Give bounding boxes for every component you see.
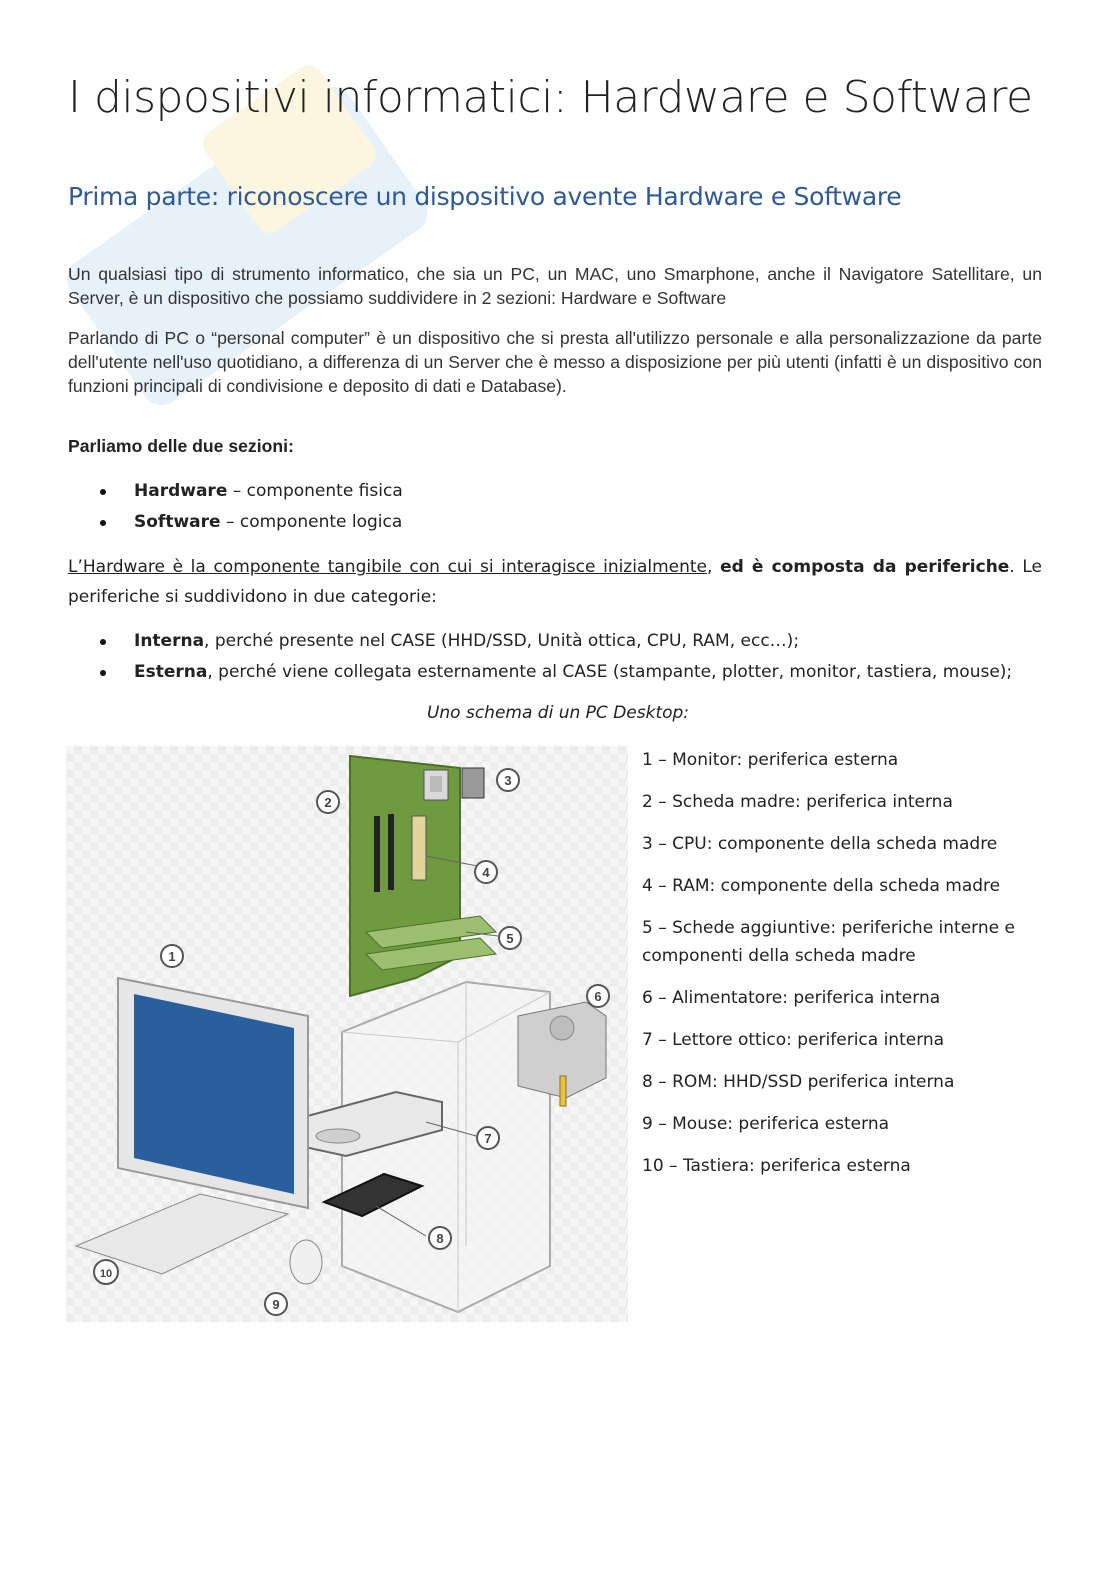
marker-label: 10	[99, 1268, 113, 1280]
mouse-illustration	[290, 1240, 322, 1284]
legend-item: 7 – Lettore ottico: periferica interna	[642, 1030, 945, 1050]
marker-label: 1	[168, 949, 176, 964]
bullet-icon	[100, 639, 106, 645]
diagram-caption: Uno schema di un PC Desktop:	[426, 703, 690, 723]
ram-illustration	[412, 816, 426, 880]
page-title: I dispositivi informatici: Hardware e Software	[68, 72, 1033, 123]
list-item	[98, 657, 1012, 688]
marker-6	[587, 985, 609, 1007]
marker-2	[317, 791, 339, 813]
bullet-icon	[100, 489, 106, 495]
legend-item: 1 – Monitor: periferica esterna	[642, 750, 899, 770]
intro-paragraph: Un qualsiasi tipo di strumento informatico, che sia un PC, un MAC, uno Smarphone, anche il Navigatore Satellitare, un Server, è un dispositivo che possiamo suddividere in 2 sezioni: Hardware e Software	[68, 264, 1042, 308]
section-term: Software	[134, 512, 221, 532]
marker-label: 4	[482, 865, 490, 880]
marker-label: 9	[272, 1297, 280, 1312]
list-item	[98, 626, 1012, 657]
marker-7	[477, 1127, 499, 1149]
legend-item: 4 – RAM: componente della scheda madre	[642, 876, 1001, 896]
pc-diagram	[66, 746, 628, 1322]
marker-10	[94, 1260, 118, 1284]
marker-label: 8	[436, 1231, 444, 1246]
category-term: Interna	[134, 631, 205, 651]
section-desc: – componente fisica	[227, 481, 403, 501]
hardware-comma: ,	[707, 557, 721, 577]
hardware-rest-text: . Le periferiche si suddividono in due categorie:	[68, 557, 1042, 607]
cpu-chip-illustration	[462, 768, 484, 798]
sections-list	[98, 476, 403, 538]
marker-1	[161, 945, 183, 967]
legend-item: 10 – Tastiera: periferica esterna	[642, 1156, 911, 1176]
marker-label: 7	[484, 1131, 492, 1146]
section-subtitle: Prima parte: riconoscere un dispositivo avente Hardware e Software	[68, 182, 902, 211]
hardware-underlined-text: L’Hardware è la componente tangibile con cui si interagisce inizialmente	[68, 557, 708, 577]
section-desc: – componente logica	[220, 512, 403, 532]
marker-4	[475, 861, 497, 883]
bullet-icon	[100, 670, 106, 676]
marker-5	[499, 927, 521, 949]
hardware-paragraph	[68, 552, 1042, 612]
legend-item: 5 – Schede aggiuntive: periferiche interne e componenti della scheda madre	[642, 918, 1015, 966]
legend-item: 6 – Alimentatore: periferica interna	[642, 988, 941, 1008]
marker-9	[265, 1293, 287, 1315]
diagram-legend	[642, 746, 1052, 1194]
legend-item: 2 – Scheda madre: periferica interna	[642, 792, 953, 812]
marker-label: 5	[506, 931, 514, 946]
pc-paragraph: Parlando di PC o “personal computer” è un dispositivo che si presta all'utilizzo personale e alla personalizzazione da parte dell'utente nell'uso quotidiano, a differenza di un Server che è messo a disposizione per più utenti (infatti è un dispositivo con funzioni principali di condivisione e deposito di dati e Database).	[68, 328, 1042, 396]
sections-heading: Parliamo delle due sezioni:	[68, 436, 294, 456]
legend-item: 8 – ROM: HHD/SSD periferica interna	[642, 1072, 955, 1092]
hardware-bold-text: ed è composta da periferiche	[720, 557, 1010, 577]
marker-label: 2	[324, 795, 332, 810]
legend-item: 3 – CPU: componente della scheda madre	[642, 834, 998, 854]
list-item	[98, 476, 403, 507]
legend-item: 9 – Mouse: periferica esterna	[642, 1114, 890, 1134]
category-desc: , perché viene collegata esternamente al CASE (stampante, plotter, monitor, tastiera, mouse);	[207, 662, 1013, 682]
marker-8	[429, 1227, 451, 1249]
category-term: Esterna	[134, 662, 208, 682]
categories-list	[98, 626, 1012, 688]
marker-label: 6	[594, 989, 602, 1004]
bullet-icon	[100, 520, 106, 526]
marker-label: 3	[504, 773, 512, 788]
section-term: Hardware	[134, 481, 228, 501]
pc-diagram-svg	[66, 746, 628, 1322]
category-desc: , perché presente nel CASE (HHD/SSD, Unità ottica, CPU, RAM, ecc…);	[204, 631, 800, 651]
marker-3	[497, 769, 519, 791]
list-item	[98, 507, 403, 538]
